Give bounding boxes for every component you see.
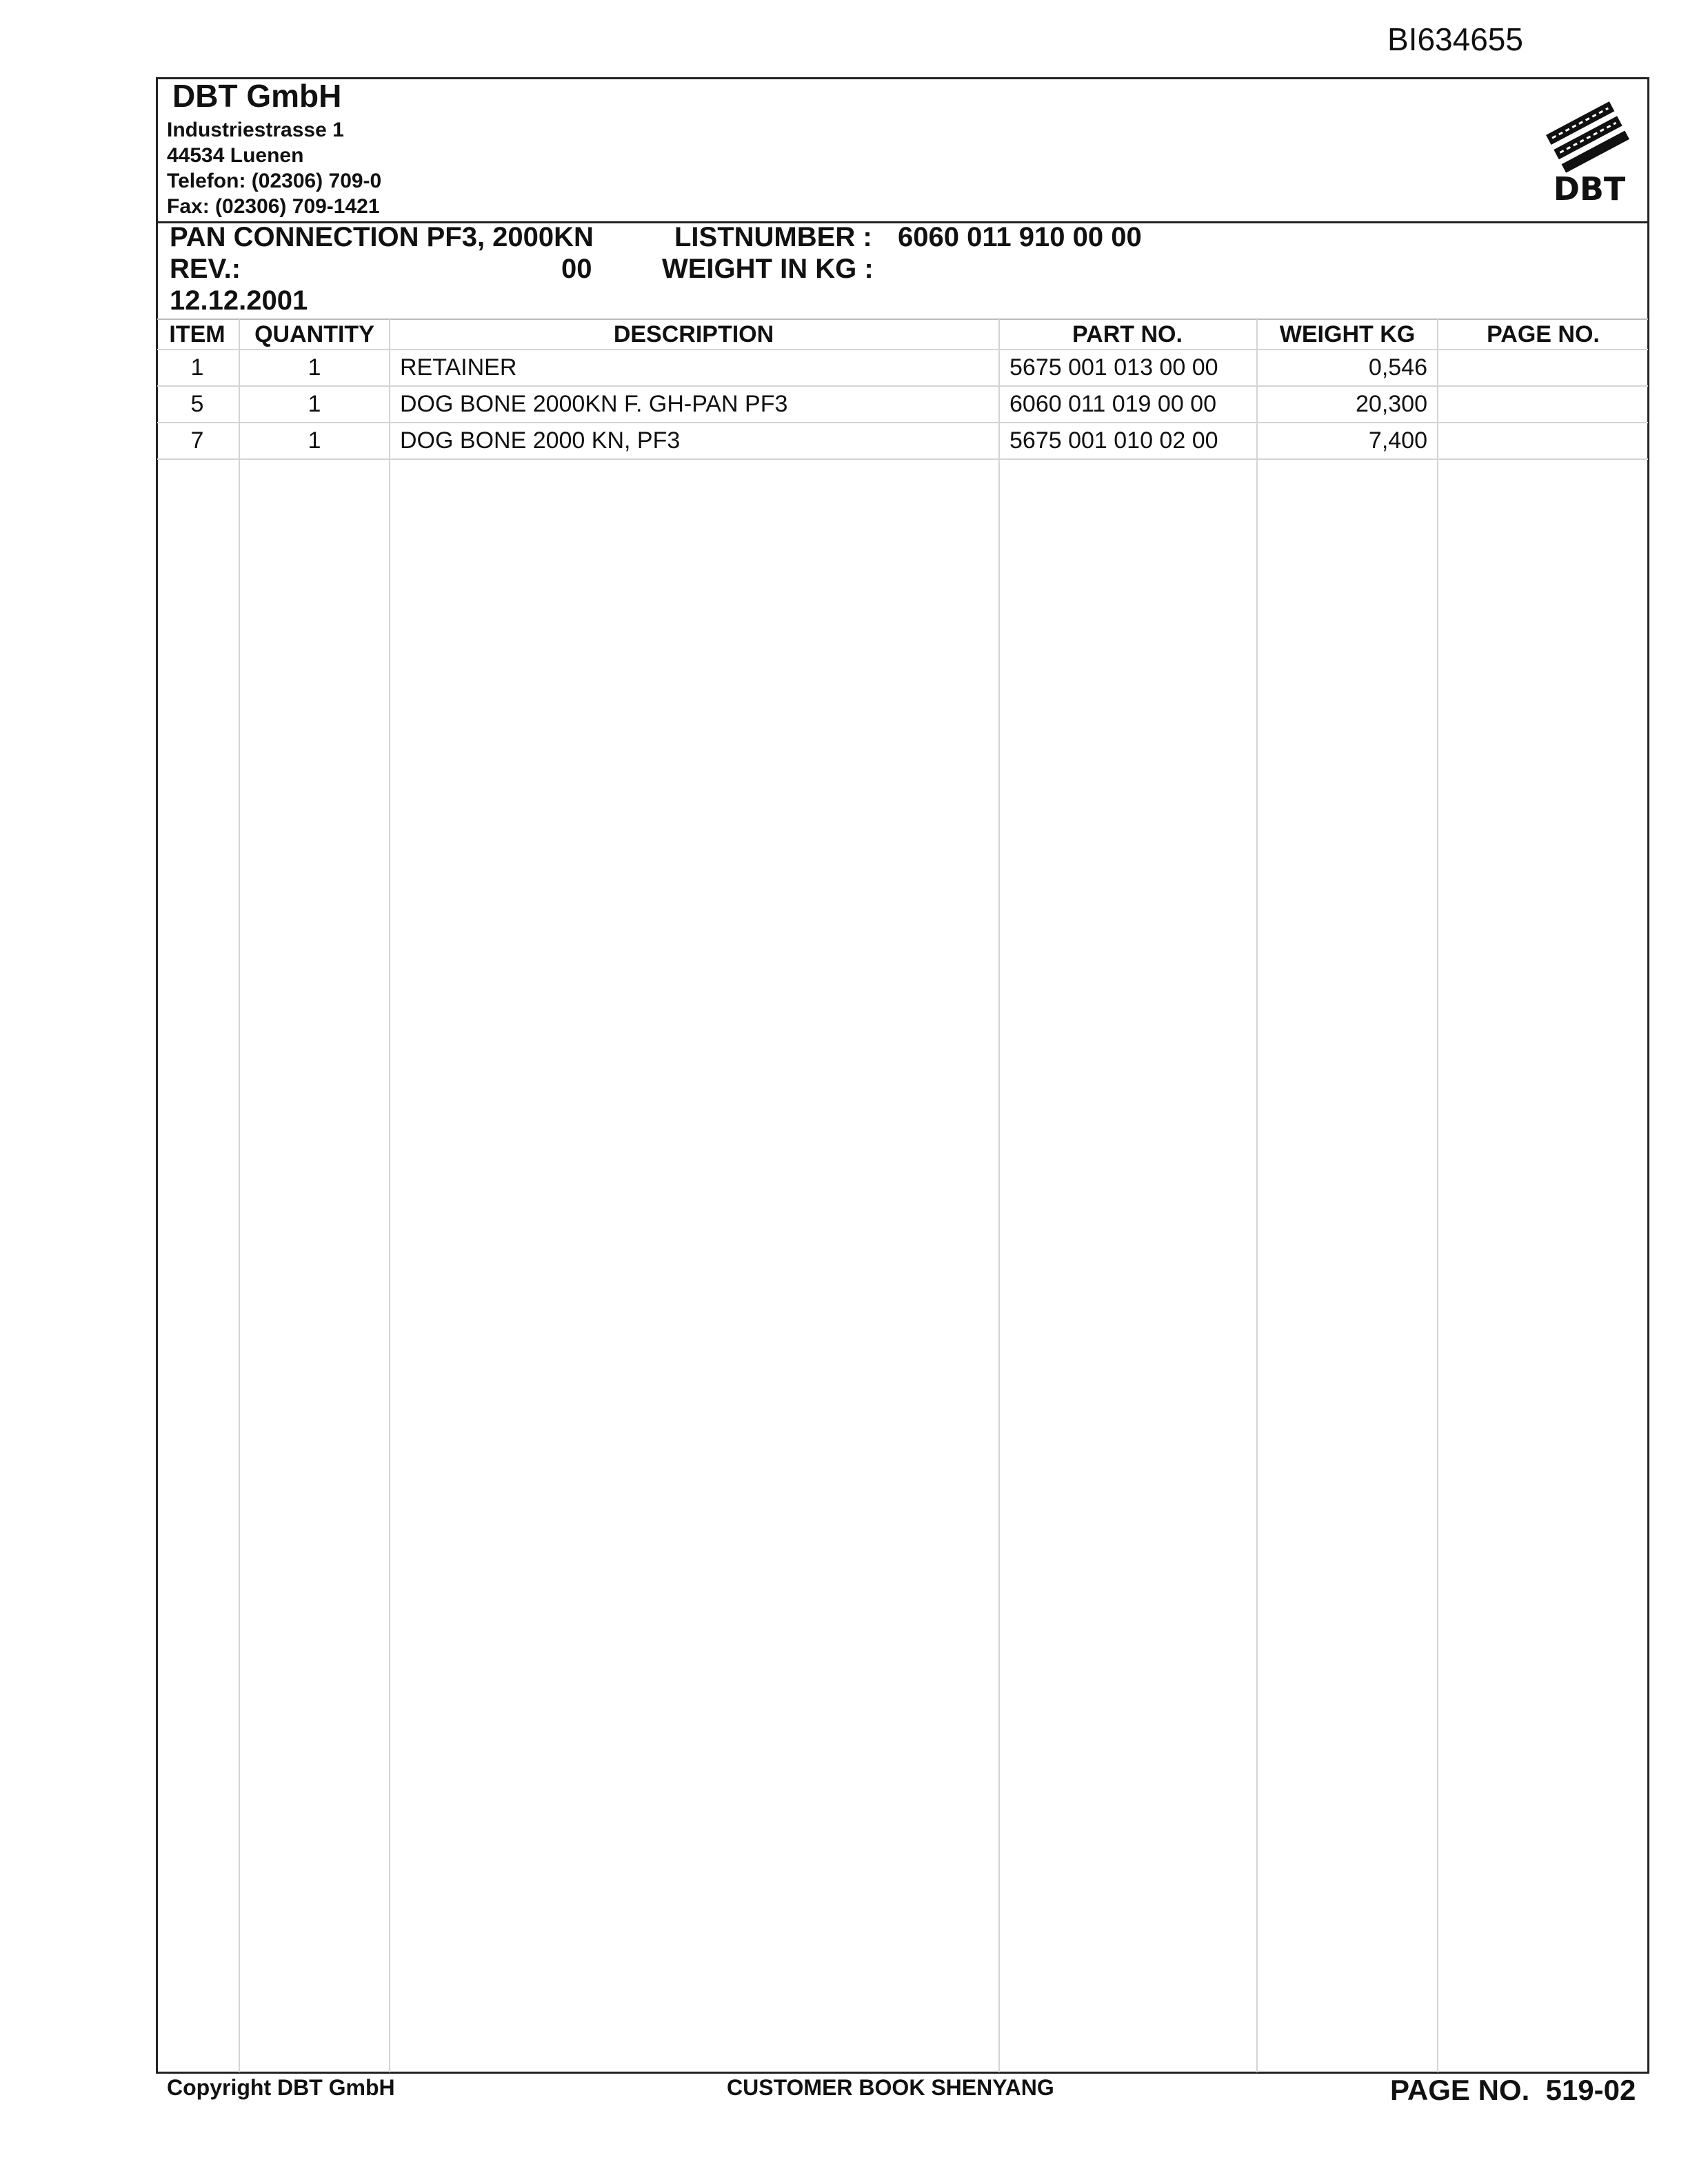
footer-book-title: CUSTOMER BOOK SHENYANG <box>727 2075 1054 2100</box>
cell-part-no: 6060 011 019 00 00 <box>1009 391 1216 417</box>
col-header-part-no: PART NO. <box>1072 321 1183 347</box>
column-divider <box>239 319 240 2072</box>
column-divider <box>1256 319 1258 2072</box>
col-header-description: DESCRIPTION <box>613 321 774 347</box>
revision-value: 00 <box>561 254 592 284</box>
cell-quantity: 1 <box>308 427 321 454</box>
list-title: PAN CONNECTION PF3, 2000KN <box>170 222 594 252</box>
cell-weight: 7,400 <box>1368 427 1427 454</box>
footer-page-value: 519-02 <box>1545 2074 1636 2106</box>
weight-label: WEIGHT IN KG : <box>662 254 874 284</box>
cell-quantity: 1 <box>308 354 321 381</box>
list-date: 12.12.2001 <box>170 285 308 316</box>
cell-quantity: 1 <box>308 391 321 417</box>
company-phone: Telefon: (02306) 709-0 <box>167 170 382 192</box>
column-divider <box>1437 319 1438 2072</box>
col-header-quantity: QUANTITY <box>254 321 374 347</box>
company-name: DBT GmbH <box>172 78 342 114</box>
col-header-item: ITEM <box>169 321 225 347</box>
row-divider <box>157 458 1648 460</box>
col-header-weight: WEIGHT KG <box>1279 321 1416 347</box>
cell-item: 7 <box>190 427 204 454</box>
cell-description: RETAINER <box>400 354 517 381</box>
logo-text: DBT <box>1553 170 1626 207</box>
footer-copyright: Copyright DBT GmbH <box>167 2075 395 2100</box>
footer-page-label: PAGE NO. <box>1390 2074 1530 2106</box>
cell-description: DOG BONE 2000KN F. GH-PAN PF3 <box>400 391 788 417</box>
document-id: BI634655 <box>1387 21 1523 57</box>
column-divider <box>998 319 1000 2072</box>
company-fax: Fax: (02306) 709-1421 <box>167 195 380 218</box>
col-header-page-no: PAGE NO. <box>1487 321 1600 347</box>
cell-weight: 0,546 <box>1368 354 1427 381</box>
company-city: 44534 Luenen <box>167 144 304 167</box>
cell-weight: 20,300 <box>1356 391 1427 417</box>
cell-part-no: 5675 001 013 00 00 <box>1009 354 1218 381</box>
revision-label: REV.: <box>170 254 241 284</box>
footer-page-number <box>1390 2074 1636 2107</box>
cell-part-no: 5675 001 010 02 00 <box>1009 427 1218 454</box>
company-street: Industriestrasse 1 <box>167 119 344 141</box>
cell-item: 5 <box>190 391 204 417</box>
cell-item: 1 <box>190 354 204 381</box>
listnumber-label: LISTNUMBER : <box>674 222 872 252</box>
cell-description: DOG BONE 2000 KN, PF3 <box>400 427 681 454</box>
listnumber-value: 6060 011 910 00 00 <box>898 222 1142 252</box>
column-divider <box>389 319 390 2072</box>
dbt-logo <box>1545 97 1634 207</box>
